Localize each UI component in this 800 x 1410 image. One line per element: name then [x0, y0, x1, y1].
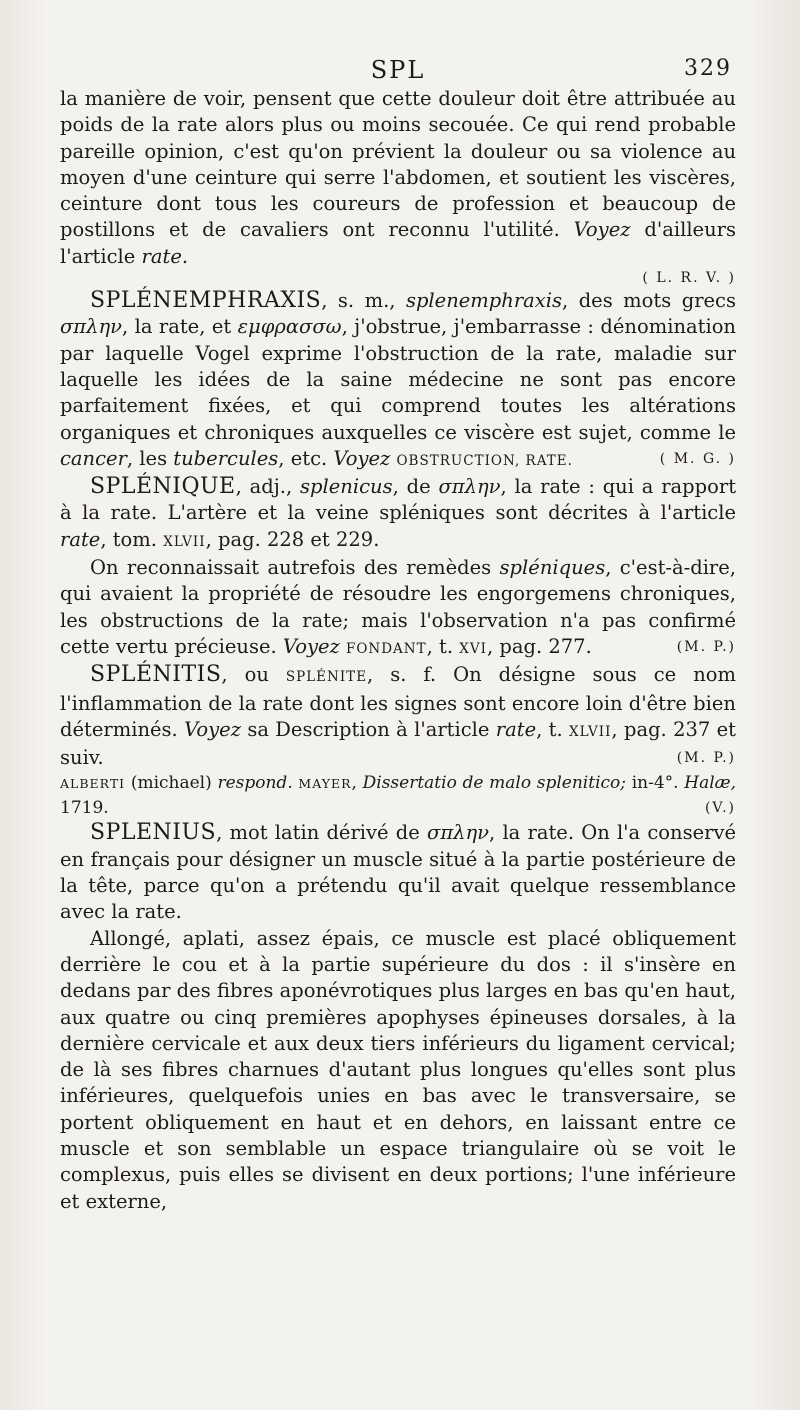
paragraph-description: Allongé, aplati, assez épais, ce muscle est placé obliquement derrière le cou et à la partie supérieure du dos : il s'insère en dedans par des fibres aponévrotiques plus larges en bas qu'en haut, aux quatre ou cinq premières apophyses épineuses dorsales, à la dernière cervicale et aux deux tiers inférieurs du ligament cervical; de là ses fibres charnues d'autant plus longues qu'elles sont plus inférieures, quelquefois unies en bas avec le transversaire, se portent obliquement en haut et en dehors, en laissant entre ce muscle et son semblable un espace triangulaire où se voit le complexus, puis elles se divisent en deux portions; l'une inférieure et externe, [60, 926, 736, 1213]
author-signature: (M. P.) [676, 638, 736, 655]
bibliography-entry: ALBERTI (michael) respond. MAYER, Dissertatio de malo splenitico; in-4°. Halæ, 1719. (V.) [60, 773, 737, 819]
author-signature: (M. P.) [676, 750, 736, 767]
author-signature: ( M. G. ) [659, 450, 736, 467]
author-signature: (V.) [704, 800, 736, 817]
page-number: 329 [684, 56, 732, 81]
entry-headword: SPLÉNITIS [90, 662, 222, 688]
entry-splenique: SPLÉNIQUE, adj., splenicus, de σπλην, la rate : qui a rapport à la rate. L'artère et la veine spléniques sont décrites à l'article rate, tom. XLVII, pag. 228 et 229. [60, 474, 737, 551]
cross-reference: OBSTRUCTION, RATE. [396, 452, 573, 469]
header-title: SPL [370, 56, 426, 84]
entry-splenitis: SPLÉNITIS, ou SPLÉNITE, s. f. On désigne sous ce nom l'inflammation de la rate dont les signes sont encore loin d'être bien déterminés. Voyez sa Description à l'article rate, t. XLVII, pag. 237 et suiv. (M. P.) [60, 662, 736, 771]
running-header [60, 52, 736, 86]
entry-headword: SPLENIUS [90, 820, 217, 846]
entry-headword: SPLÉNIQUE [90, 474, 236, 500]
cross-reference: FONDANT [345, 640, 427, 657]
entry-splenius: SPLENIUS, mot latin dérivé de σπλην, la rate. On l'a conservé en français pour désigner un muscle situé à la partie postérieure de la tête, parce qu'on a prétendu qu'il avait quelque ressemblance avec la rate. [60, 820, 737, 924]
paragraph-continuation: la manière de voir, pensent que cette douleur doit être attribuée au poids de la rate alors plus ou moins secouée. Ce qui rend probable pareille opinion, c'est qu'on prévient la douleur ou sa violence au moyen d'une ceinture qui serre l'abdomen, et soutient les viscères, ceinture dont tous les coureurs de profession et beaucoup de postillons et de cavaliers ont reconnu l'utilité. Voyez d'ailleurs l'article rate. [60, 87, 736, 268]
author-signature: ( L. R. V. ) [642, 270, 736, 287]
page-body [60, 86, 736, 1215]
entry-headword: SPLÉNEMPHRAXIS [90, 288, 322, 314]
paragraph-remedes: On reconnaissait autrefois des remèdes spléniques, c'est-à-dire, qui avaient la propriété de résoudre les engorgemens chroniques, les obstructions de la rate; mais l'observation n'a pas confirmé cette vertu précieuse. Voyez FONDANT, t. XVI, pag. 277. (M. P.) [60, 555, 736, 662]
entry-splenemphraxis: SPLÉNEMPHRAXIS, s. m., splenemphraxis, des mots grecs σπλην, la rate, et εμφρασσω, j'obstrue, j'embarrasse : dénomination par laquelle Vogel exprime l'obstruction de la rate, maladie sur laquelle les idées de la saine médecine ne sont pas encore parfaitement fixées, et qui comprend toutes les altérations organiques et chroniques auxquelles ce viscère est sujet, comme le cancer, les tubercules, etc. Voyez OBSTRUCTION, RATE. ( M. G. ) [60, 288, 736, 474]
